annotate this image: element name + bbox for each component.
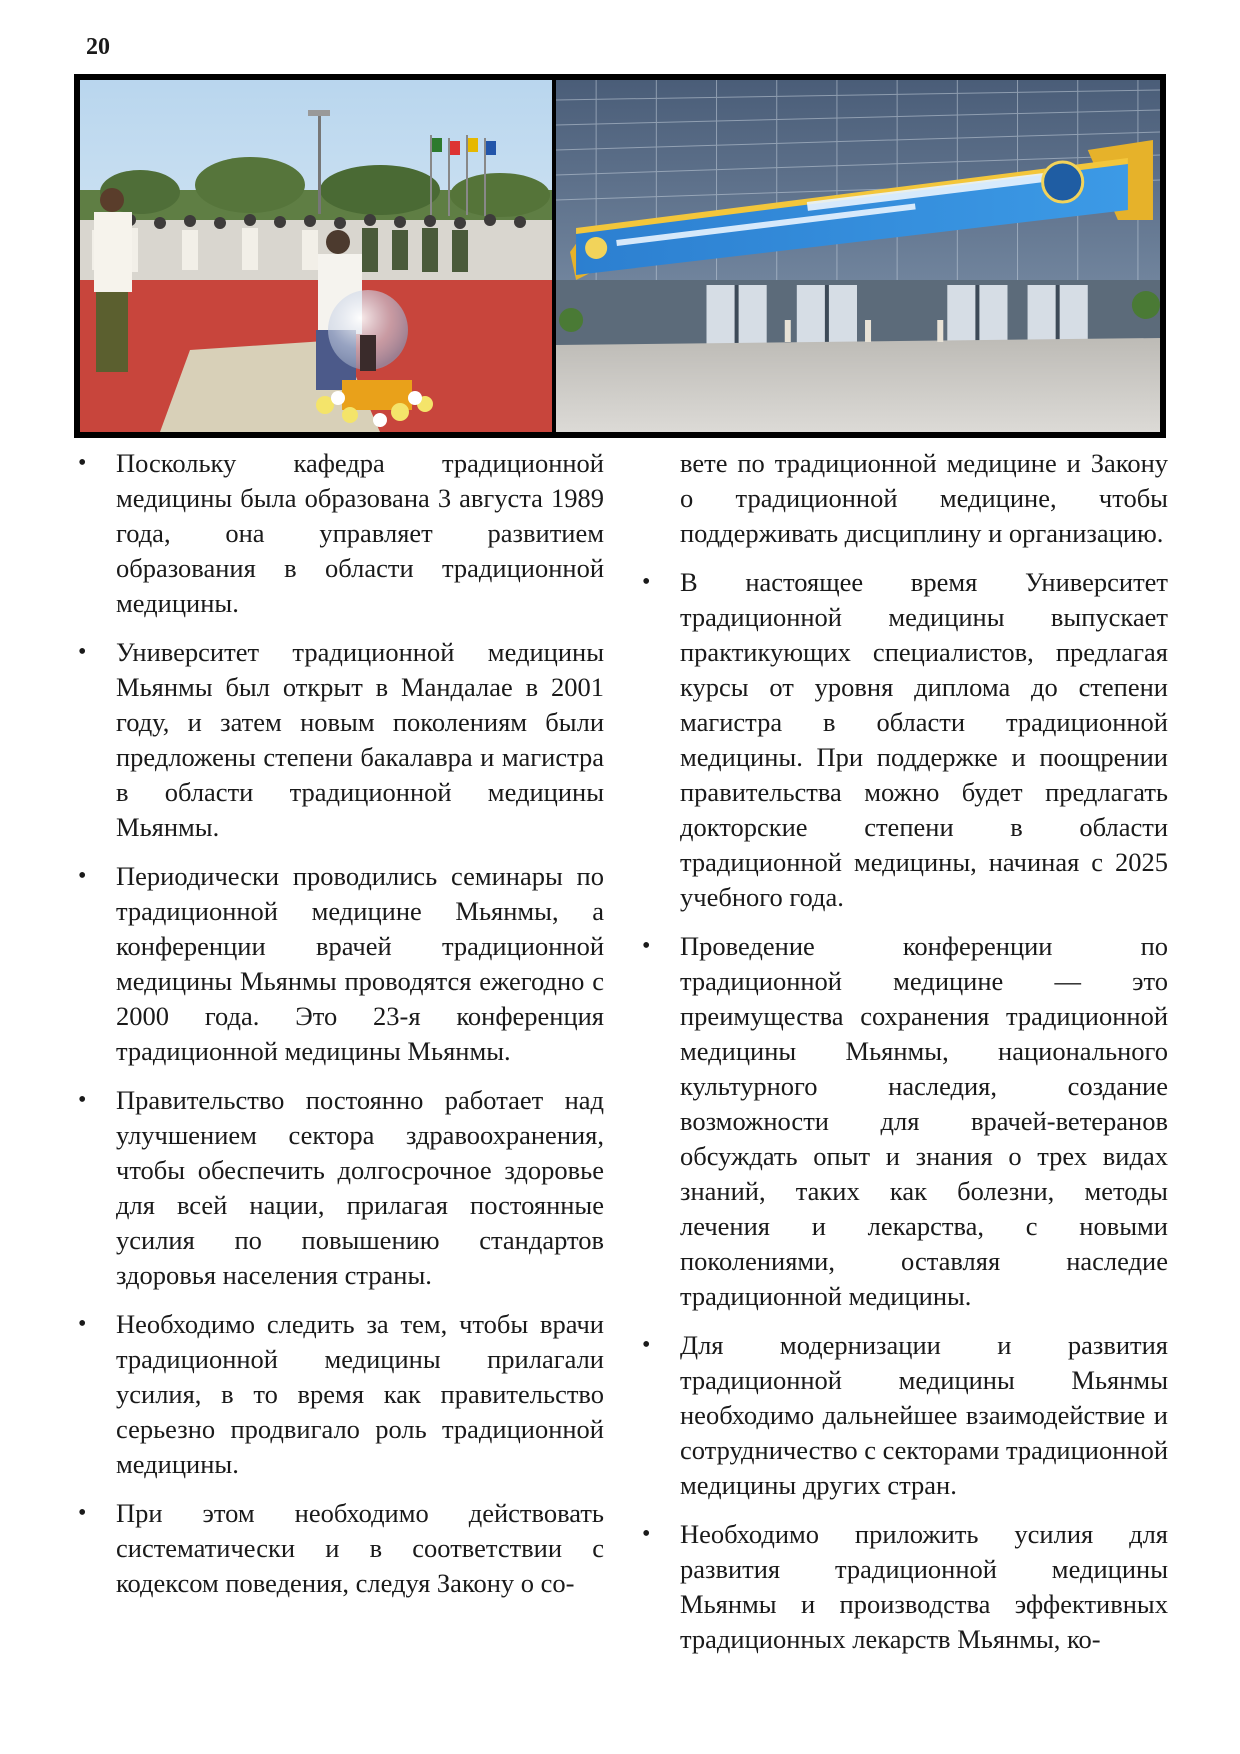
list-item: • Для модернизации и развития традиционной медицины Мьянмы необходимо дальнейшее взаимодействие и сотрудничество с секторами традиционной медицины других стран.	[638, 1328, 1168, 1503]
list-item: • Необходимо приложить усилия для развития традиционной медицины Мьянмы и производства эффективных традиционных лекарств Мьянмы, ко-	[638, 1517, 1168, 1657]
list-item: • При этом необходимо действовать систематически и в соответствии с кодексом поведения, следуя Закону о со-	[74, 1496, 604, 1601]
conference-hall-photo	[556, 80, 1160, 432]
right-bullet-list	[638, 446, 1168, 1657]
list-item: • Университет традиционной медицины Мьянмы был открыт в Мандалае в 2001 году, и затем новым поколениям были предложены степени бакалавра и магистра в области традиционной медицины Мьянмы.	[74, 635, 604, 845]
left-bullet-list	[74, 446, 604, 1601]
ceremony-photo	[80, 80, 552, 432]
list-item: • Поскольку кафедра традиционной медицины была образована 3 августа 1989 года, она управляет развитием образования в области традиционной медицины.	[74, 446, 604, 621]
photo-banner	[74, 74, 1166, 438]
list-item: • Проведение конференции по традиционной медицине — это преимущества сохранения традиционной медицины Мьянмы, национального культурного наследия, создание возможности для врачей-ветеранов обсуждать опыт и знания о трех видах знаний, таких как болезни, методы лечения и лекарства, с новыми поколениями, оставляя наследие традиционной медицины.	[638, 929, 1168, 1314]
list-item: • Периодически проводились семинары по традиционной медицине Мьянмы, а конференции врачей традиционной медицины Мьянмы проводятся ежегодно с 2000 года. Это 23-я конференция традиционной медицины Мьянмы.	[74, 859, 604, 1069]
page-number: 20	[86, 34, 110, 60]
list-item: • Правительство постоянно работает над улучшением сектора здравоохранения, чтобы обеспечить долгосрочное здоровье для всей нации, прилагая постоянные усилия по повышению стандартов здоровья населения страны.	[74, 1083, 604, 1293]
list-item: • В настоящее время Университет традиционной медицины выпускает практикующих специалистов, предлагая курсы от уровня диплома до степени магистра в области традиционной медицины. При поддержке и поощрении правительства можно будет предлагать докторские степени в области традиционной медицины, начиная с 2025 учебного года.	[638, 565, 1168, 915]
continued-text: вете по традиционной медицине и Закону о традиционной медицине, чтобы поддерживать дисциплину и организацию.	[680, 448, 1168, 548]
article-body	[74, 446, 1168, 1736]
list-item: • Необходимо следить за тем, чтобы врачи традиционной медицины прилагали усилия, в то время как правительство серьезно продвигало роль традиционной медицины.	[74, 1307, 604, 1482]
right-column	[638, 446, 1168, 1671]
left-column	[74, 446, 604, 1615]
